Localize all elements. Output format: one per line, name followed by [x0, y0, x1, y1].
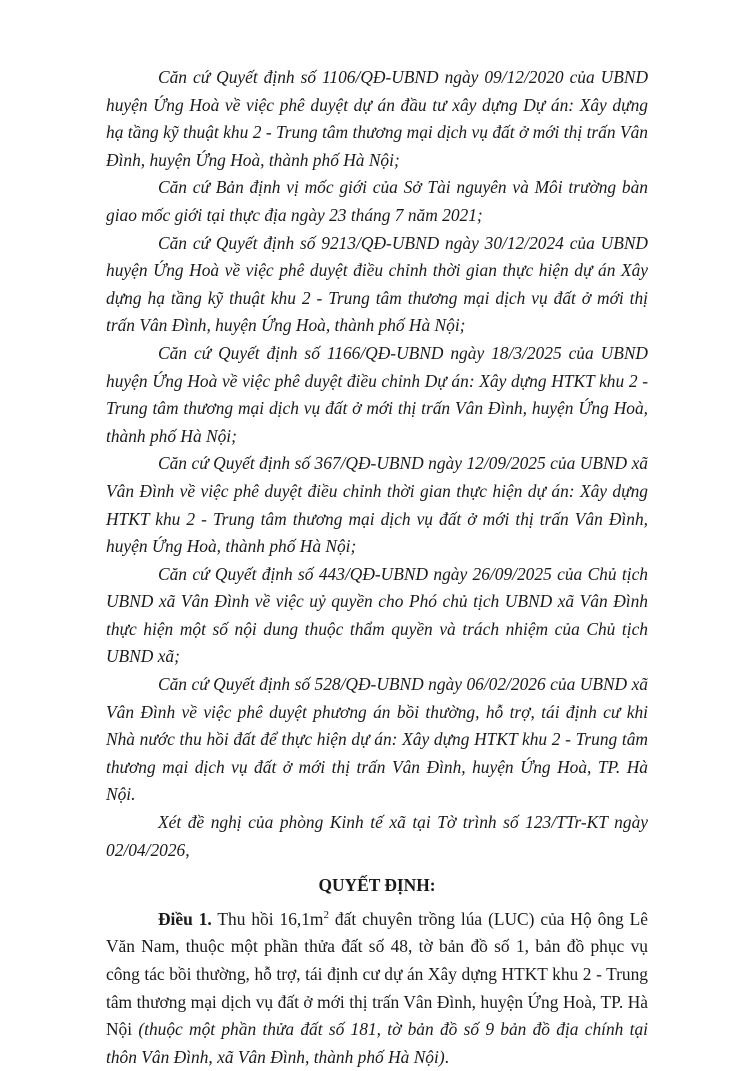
basis-paragraph-3: Căn cứ Quyết định số 9213/QĐ-UBND ngày 30/12/2024 của UBND huyện Ứng Hoà về việc phê duyệt điều chỉnh thời gian thực hiện dự án Xây dựng hạ tầng kỹ thuật khu 2 - Trung tâm thương mại dịch vụ đất ở mới thị trấn Vân Đình, huyện Ứng Hoà, thành phố Hà Nội;	[106, 232, 648, 336]
consideration-paragraph: Xét đề nghị của phòng Kinh tế xã tại Tờ trình số 123/TTr-KT ngày 02/04/2026,	[106, 812, 648, 860]
basis-paragraph-5: Căn cứ Quyết định số 367/QĐ-UBND ngày 12/09/2025 của UBND xã Vân Đình về việc phê duyệt điều chỉnh thời gian thực hiện dự án: Xây dựng HTKT khu 2 - Trung tâm thương mại dịch vụ đất ở mới thị trấn Vân Đình, huyện Ứng Hoà, thành phố Hà Nội;	[106, 453, 648, 557]
basis-paragraph-2: Căn cứ Bản định vị mốc giới của Sở Tài nguyên và Môi trường bàn giao mốc giới tại thực địa ngày 23 tháng 7 năm 2021;	[106, 177, 648, 225]
basis-paragraph-6: Căn cứ Quyết định số 443/QĐ-UBND ngày 26/09/2025 của Chủ tịch UBND xã Vân Đình về việc uỷ quyền cho Phó chủ tịch UBND xã Vân Đình thực hiện một số nội dung thuộc thẩm quyền và trách nhiệm của Chủ tịch UBND xã;	[106, 563, 648, 667]
basis-paragraph-4: Căn cứ Quyết định số 1166/QĐ-UBND ngày 18/3/2025 của UBND huyện Ứng Hoà về việc phê duyệt điều chỉnh Dự án: Xây dựng HTKT khu 2 - Trung tâm thương mại dịch vụ đất ở mới thị trấn Vân Đình, huyện Ứng Hoà, thành phố Hà Nội;	[106, 342, 648, 446]
basis-paragraph-7: Căn cứ Quyết định số 528/QĐ-UBND ngày 06/02/2026 của UBND xã Vân Đình về việc phê duyệt phương án bồi thường, hỗ trợ, tái định cư khi Nhà nước thu hồi đất để thực hiện dự án: Xây dựng HTKT khu 2 - Trung tâm thương mại dịch vụ đất ở mới thị trấn Vân Đình, huyện Ứng Hoà, TP. Hà Nội.	[106, 674, 648, 805]
decision-heading: QUYẾT ĐỊNH:	[318, 875, 436, 896]
article-1-text-b: đất chuyên trồng lúa (LUC) của Hộ ông Lê Văn Nam, thuộc một phần thửa đất số 48, tờ bản đồ số 1, bản đồ phục vụ công tác bồi thường, hỗ trợ, tái định cư dự án Xây dựng HTKT khu 2 - Trung tâm thương mại dịch vụ đất ở mới thị trấn Vân Đình, huyện Ứng Hoà, TP. Hà Nội	[106, 908, 648, 1040]
article-1-end: .	[444, 1046, 449, 1067]
article-1-text-a: Thu hồi 16,1m	[211, 908, 324, 929]
basis-paragraph-1: Căn cứ Quyết định số 1106/QĐ-UBND ngày 09/12/2020 của UBND huyện Ứng Hoà về việc phê duyệt dự án đầu tư xây dựng Dự án: Xây dựng hạ tầng kỹ thuật khu 2 - Trung tâm thương mại dịch vụ đất ở mới thị trấn Vân Đình, huyện Ứng Hoà, thành phố Hà Nội;	[106, 67, 648, 170]
article-1-paragraph	[106, 906, 648, 1071]
area-unit-superscript: 2	[323, 909, 329, 922]
article-1-italic-note: (thuộc một phần thửa đất số 181, tờ bản đồ số 9 bản đồ địa chính tại thôn Vân Đình, xã Vân Đình, thành phố Hà Nội)	[106, 1019, 648, 1067]
article-1-label: Điều 1.	[158, 908, 212, 929]
